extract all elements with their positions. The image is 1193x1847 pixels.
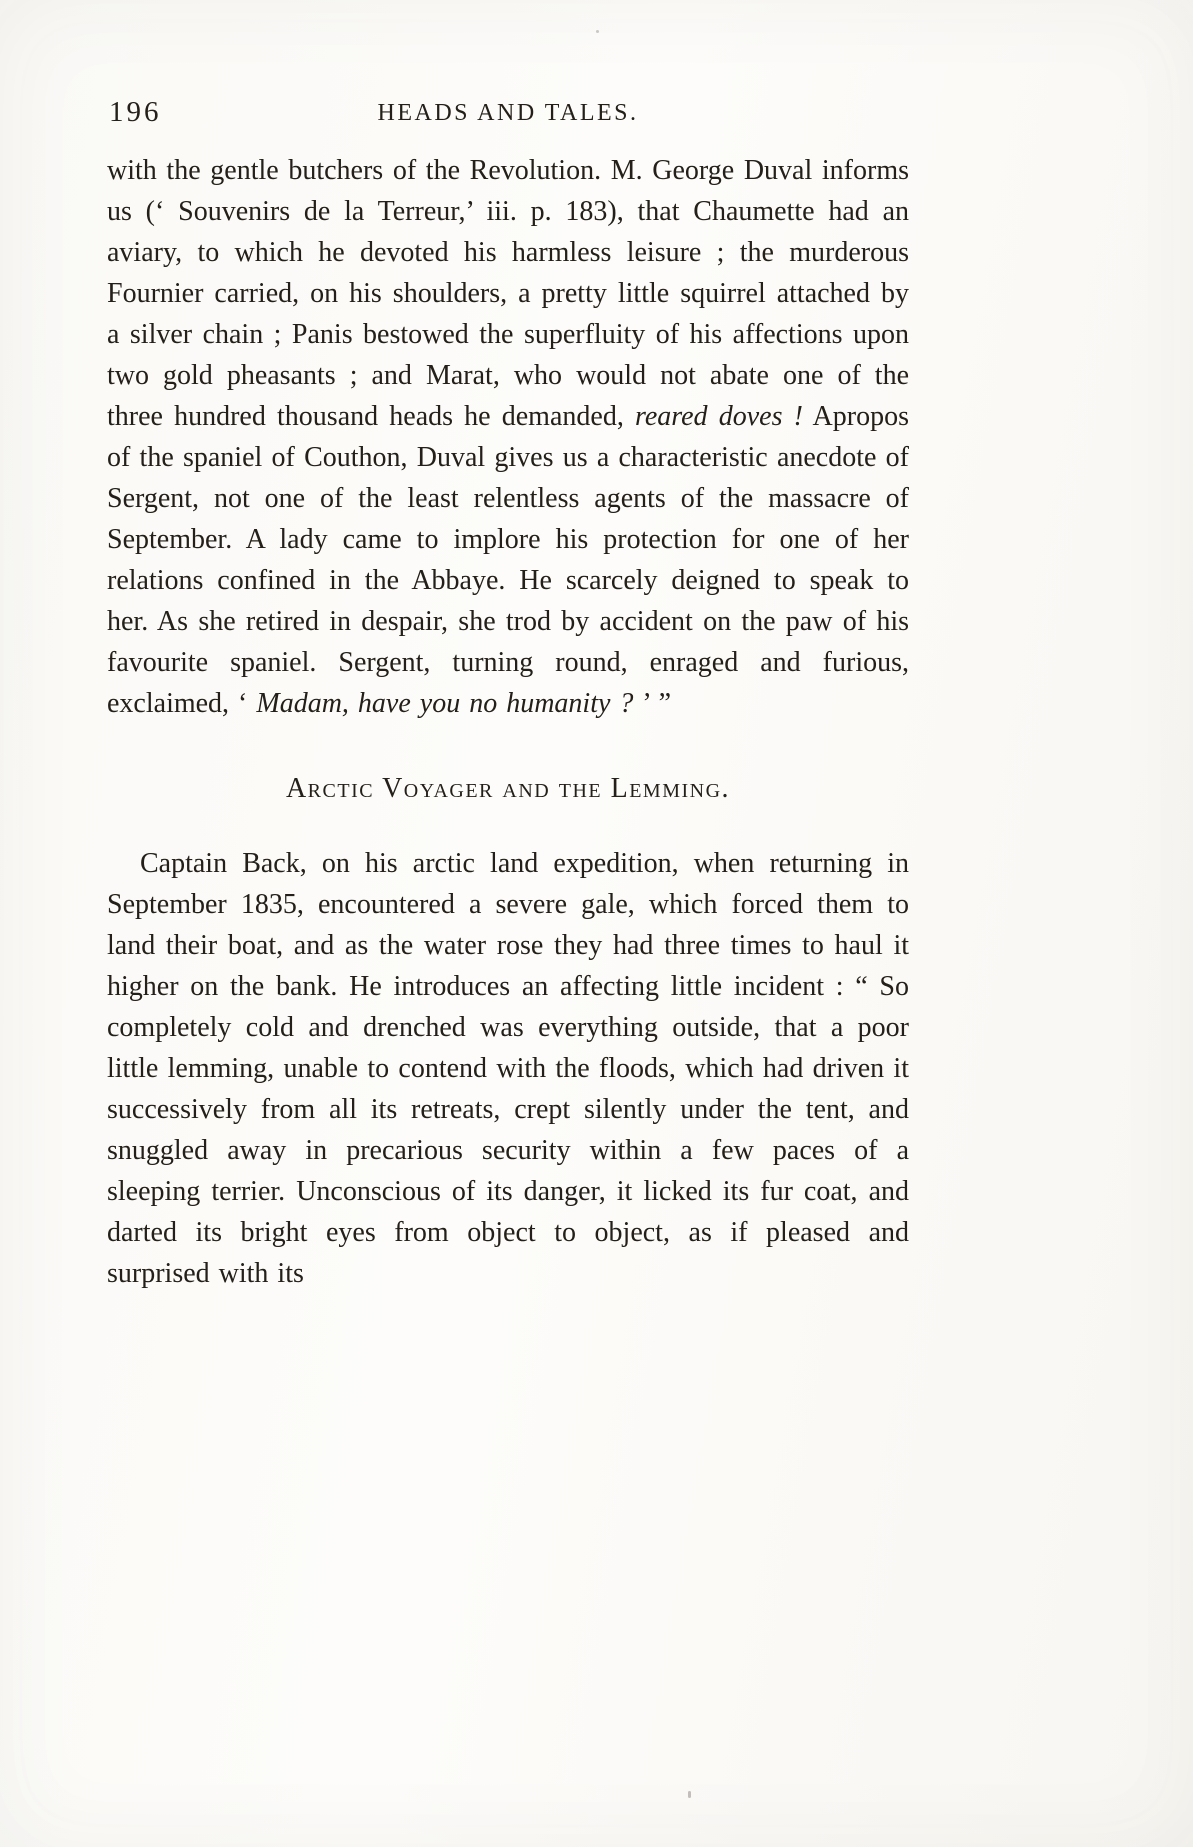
section-heading: Arctic Voyager and the Lemming.	[285, 773, 731, 804]
paragraph-1-text-a: with the gentle butchers of the Revolution. M. George Duval informs us (‘ Souvenirs de la Terreur,’ iii. p. 183), that Chaumette had an aviary, to which he devoted his harmless leisure ; the murderous Fournier carried, on his shoulders, a pretty little squirrel attached by a silver chain ; Panis bestowed the superfluity of his affections upon two gold pheasants ; and Marat, who would not abate one of the three hundred thousand heads he demanded,	[107, 155, 909, 432]
paragraph-2: Captain Back, on his arctic land expedition, when returning in September 1835, encountered a severe gale, which forced them to land their boat, and as the water rose they had three times to haul it higher on the bank. He introduces an affecting little incident : “ So completely cold and drenched was everything outside, that a poor little lemming, unable to contend with the floods, which had driven it successively from all its retreats, crept silently under the tent, and snuggled away in precarious security within a few paces of a sleeping terrier. Unconscious of its danger, it licked its fur coat, and darted its bright eyes from object to object, as if pleased and surprised with its	[107, 848, 909, 1289]
scan-speck	[596, 30, 599, 33]
running-title: HEADS AND TALES.	[377, 100, 639, 126]
page-header	[107, 96, 909, 132]
paragraph-1-text-b: Apropos of the spaniel of Couthon, Duval gives us a characteristic anecdote of Sergent, not one of the least relentless agents of the massacre of September. A lady came to implore his protection for one of her relations confined in the Abbaye. He scarcely deigned to speak to her. As she retired in despair, she trod by accident on the paw of his favourite spaniel. Sergent, turning round, enraged and furious, exclaimed, ‘	[107, 401, 909, 719]
scan-speck	[688, 1791, 691, 1798]
italic-phrase-madam-quote: Madam, have you no humanity ?	[256, 688, 634, 719]
page-number: 196	[109, 96, 162, 128]
paragraph-1-text-c: ’ ”	[633, 688, 672, 719]
italic-phrase-reared-doves: reared doves !	[634, 401, 803, 432]
page-body	[107, 150, 909, 1294]
paragraph-1	[107, 150, 909, 724]
